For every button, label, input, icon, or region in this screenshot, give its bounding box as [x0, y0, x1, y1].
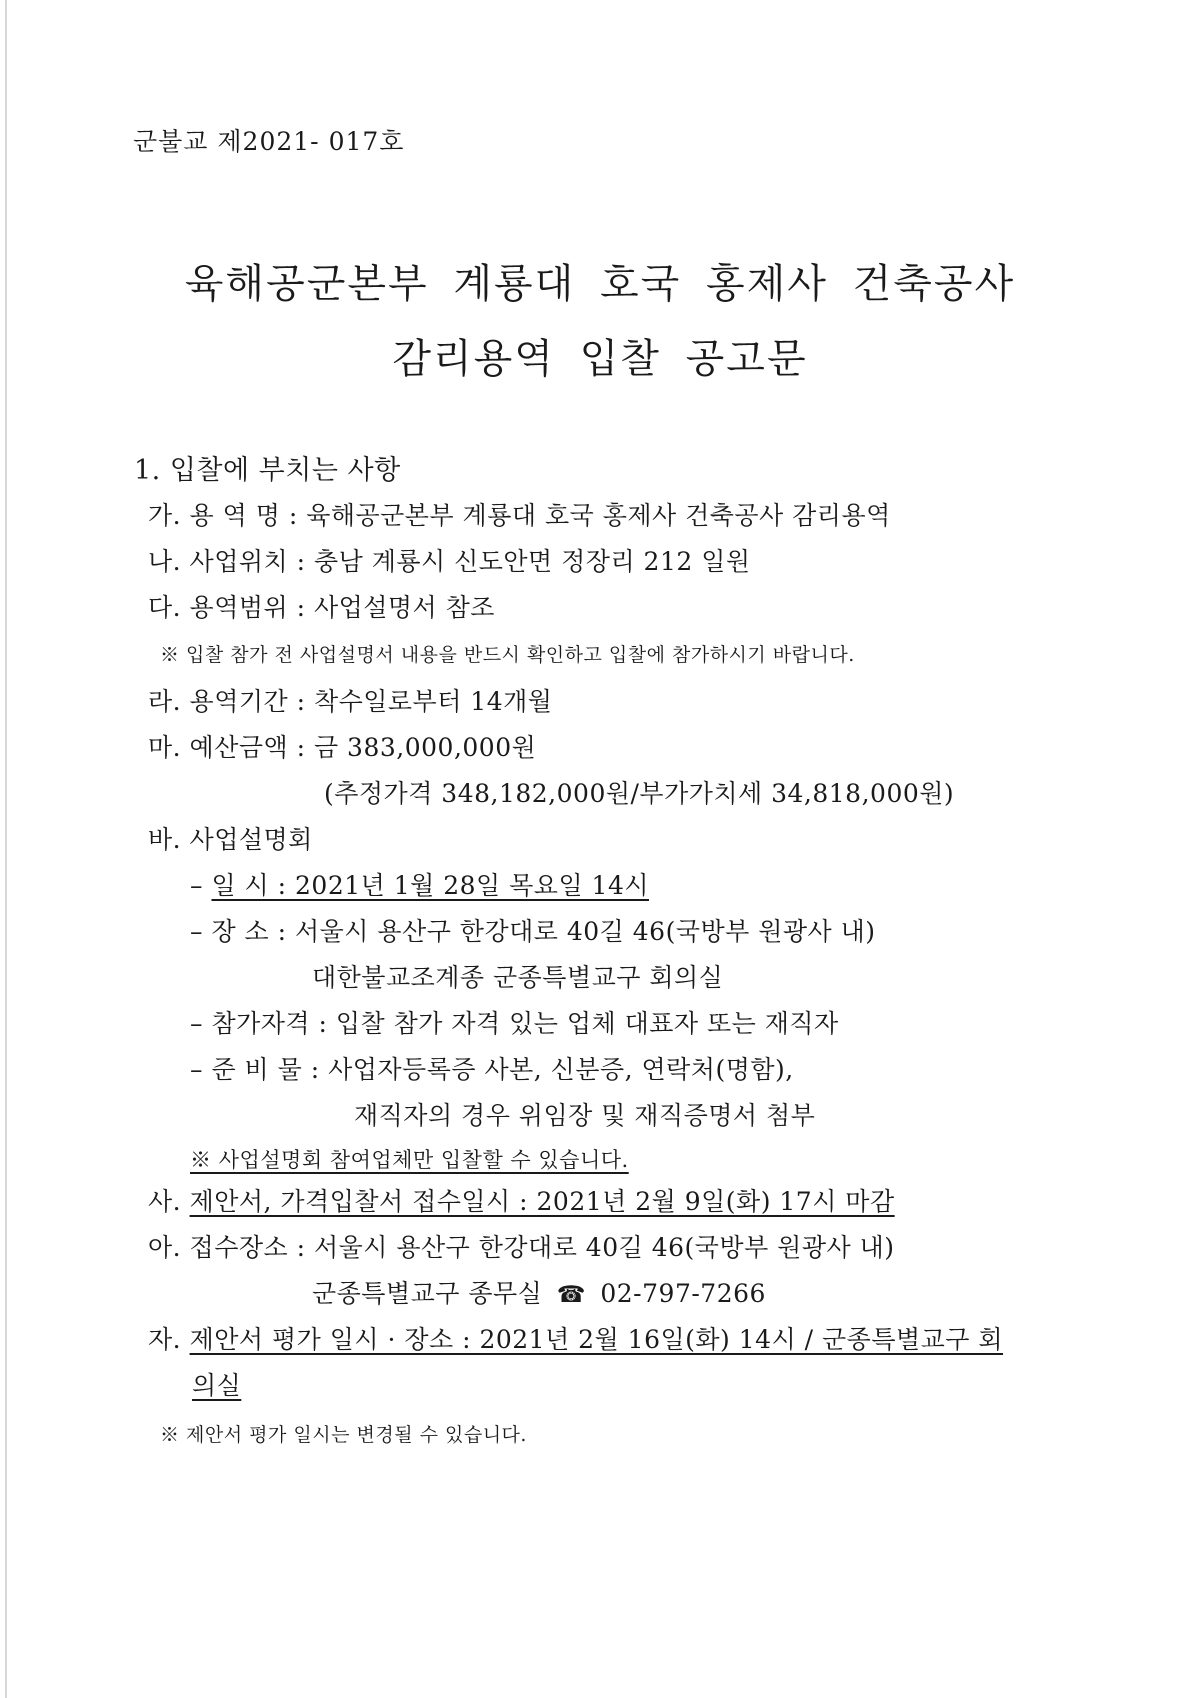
submission-phone: 02-797-7266 — [600, 1279, 766, 1308]
item-briefing: 바. 사업설명회 — [148, 825, 313, 854]
briefing-location-2: 대한불교조계종 군종특별교구 회의실 — [312, 963, 724, 992]
item-submission-datetime-line — [148, 1182, 895, 1218]
telephone-icon: ☎ — [556, 1282, 586, 1308]
submission-office: 군종특별교구 종무실 — [312, 1279, 543, 1308]
item-evaluation-line — [148, 1320, 1003, 1356]
document-title-line-1: 육해공군본부 계룡대 호국 홍제사 건축공사 — [184, 261, 1016, 307]
document-title-line-2: 감리용역 입찰 공고문 — [392, 336, 808, 382]
item-budget: 마. 예산금액 : 금 383,000,000원 — [148, 733, 537, 762]
evaluation-place-continued: 의실 — [192, 1371, 242, 1400]
item-service-name: 가. 용 역 명 : 육해공군본부 계룡대 호국 홍제사 건축공사 감리용역 — [148, 501, 891, 530]
evaluation-datetime-place: 제안서 평가 일시 · 장소 : 2021년 2월 16일(화) 14시 / 군종특별교구 회 — [189, 1325, 1004, 1354]
briefing-location: – 장 소 : 서울시 용산구 한강대로 40길 46(국방부 원광사 내) — [190, 917, 876, 946]
submission-office-line — [312, 1274, 766, 1310]
bullet-dash: – — [190, 871, 203, 900]
item-prefix: 사. — [148, 1187, 182, 1216]
briefing-preparation-2: 재직자의 경우 위임장 및 재직증명서 첨부 — [354, 1101, 816, 1130]
item-service-scope: 다. 용역범위 : 사업설명서 참조 — [148, 593, 495, 622]
briefing-datetime-line — [190, 866, 649, 902]
note-scope: ※ 입찰 참가 전 사업설명서 내용을 반드시 확인하고 입찰에 참가하시기 바랍니다. — [160, 644, 855, 666]
briefing-datetime: 일 시 : 2021년 1월 28일 목요일 14시 — [211, 871, 650, 900]
document-number: 군불교 제2021- 017호 — [133, 127, 405, 156]
item-service-period: 라. 용역기간 : 착수일로부터 14개월 — [148, 687, 553, 716]
item-submission-place: 아. 접수장소 : 서울시 용산구 한강대로 40길 46(국방부 원광사 내) — [148, 1233, 895, 1262]
briefing-note: ※ 사업설명회 참여업체만 입찰할 수 있습니다. — [190, 1148, 629, 1172]
item-project-location: 나. 사업위치 : 충남 계룡시 신도안면 정장리 212 일원 — [148, 547, 751, 576]
briefing-qualification: – 참가자격 : 입찰 참가 자격 있는 업체 대표자 또는 재직자 — [190, 1009, 839, 1038]
section-heading: 1. 입찰에 부치는 사항 — [134, 455, 401, 486]
submission-datetime: 제안서, 가격입찰서 접수일시 : 2021년 2월 9일(화) 17시 마감 — [189, 1187, 895, 1216]
item-prefix: 자. — [148, 1325, 182, 1354]
item-budget-detail: (추정가격 348,182,000원/부가가치세 34,818,000원) — [324, 779, 955, 808]
briefing-preparation: – 준 비 물 : 사업자등록증 사본, 신분증, 연락처(명함), — [190, 1055, 794, 1084]
note-evaluation: ※ 제안서 평가 일시는 변경될 수 있습니다. — [160, 1424, 527, 1446]
